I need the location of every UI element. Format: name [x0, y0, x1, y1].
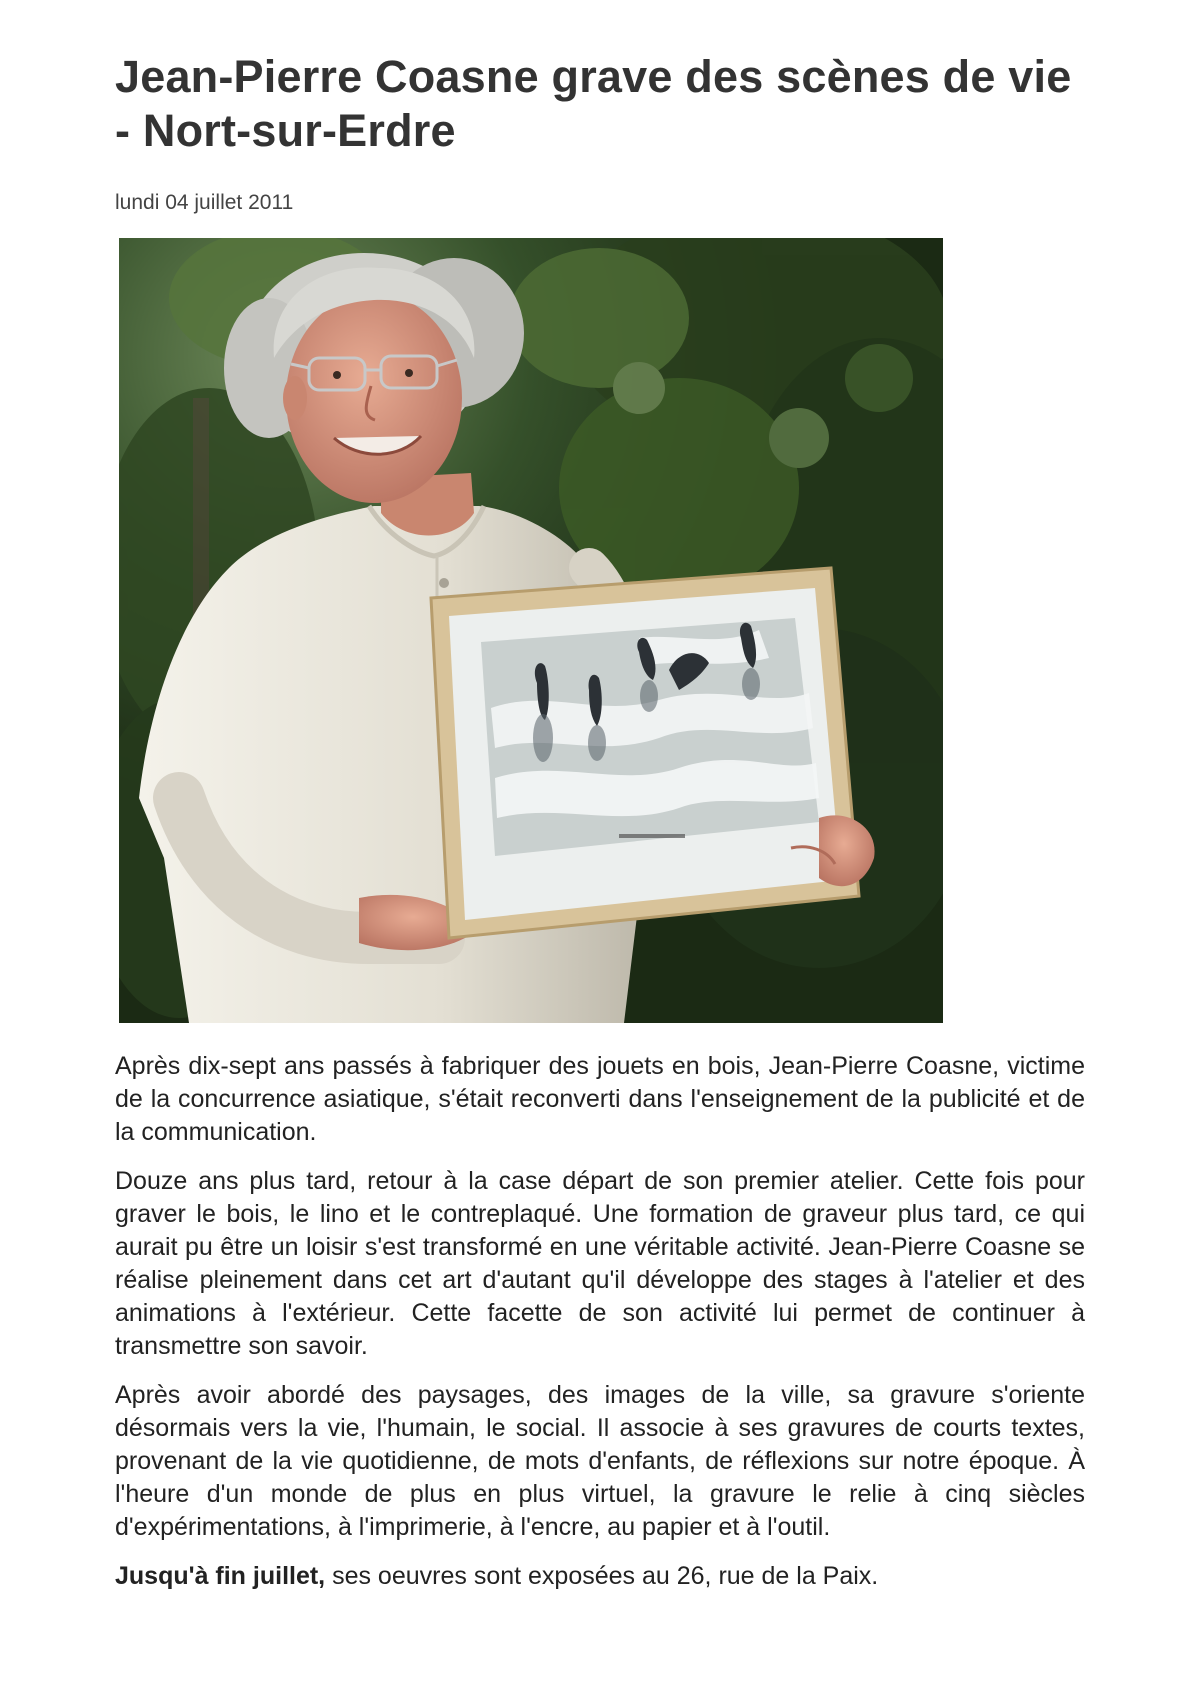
- paragraph-4: [115, 1560, 1085, 1593]
- article-title: Jean-Pierre Coasne grave des scènes de vie - Nort-sur-Erdre: [115, 51, 1072, 156]
- paragraph-4-rest: ses oeuvres sont exposées au 26, rue de la Paix.: [325, 1562, 879, 1590]
- article-body: [115, 1050, 1085, 1609]
- paragraph-4-bold: Jusqu'à fin juillet,: [115, 1562, 326, 1590]
- photo-illustration: [119, 238, 943, 1023]
- paragraph-3: Après avoir abordé des paysages, des images de la ville, sa gravure s'oriente désormais vers la vie, l'humain, le social. Il associe à ses gravures de courts textes, provenant de la vie quotidienne, de mots d'enfants, de réflexions sur notre époque. À l'heure d'un monde de plus en plus virtuel, la gravure le relie à cinq siècles d'expérimentations, à l'imprimerie, à l'encre, au papier et à l'outil.: [115, 1381, 1085, 1541]
- paragraph-2: Douze ans plus tard, retour à la case départ de son premier atelier. Cette fois pour graver le bois, le lino et le contreplaqué. Une formation de graveur plus tard, ce qui aurait pu être un loisir s'est transformé en une véritable activité. Jean-Pierre Coasne se réalise pleinement dans cet art d'autant qu'il développe des stages à l'atelier et des animations à l'extérieur. Cette facette de son activité lui permet de continuer à transmettre son savoir.: [115, 1167, 1085, 1360]
- paragraph-1: Après dix-sept ans passés à fabriquer des jouets en bois, Jean-Pierre Coasne, victime de la concurrence asiatique, s'était reconverti dans l'enseignement de la publicité et de la communication.: [115, 1052, 1085, 1146]
- framed-engraving: [431, 568, 859, 938]
- article-date: lundi 04 juillet 2011: [115, 191, 294, 214]
- article-photo: [119, 238, 943, 1023]
